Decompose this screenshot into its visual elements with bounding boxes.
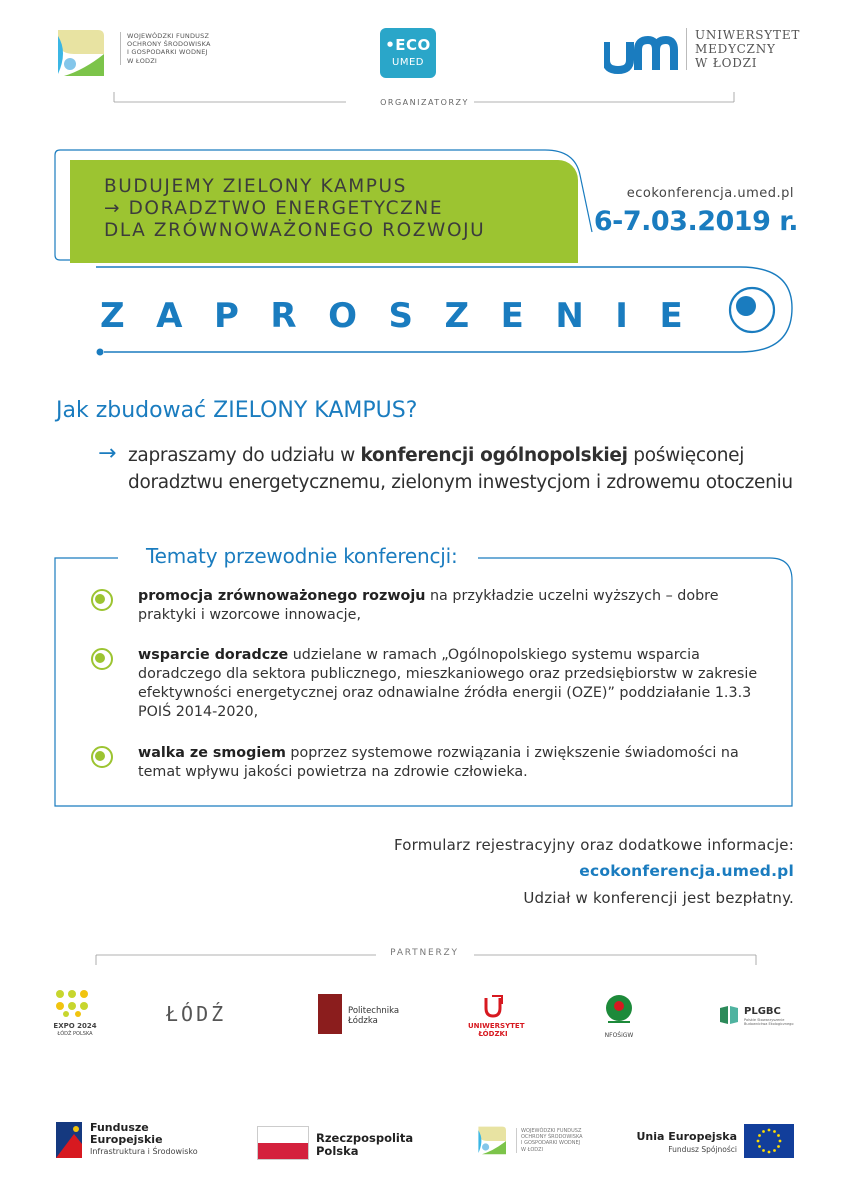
wfosigw-name bbox=[120, 32, 211, 65]
eu-flag-icon bbox=[744, 1124, 794, 1158]
umed-line: MEDYCZNY bbox=[695, 42, 776, 56]
politechnika-logo-icon bbox=[318, 994, 342, 1034]
registration-link[interactable]: ecokonferencja.umed.pl bbox=[579, 862, 794, 880]
plgbc-logo-icon bbox=[718, 1004, 740, 1026]
partner-expo bbox=[52, 988, 98, 1038]
nfosigw-label: NFOŚiGW bbox=[604, 1032, 634, 1039]
wfosigw-line: I GOSPODARKI WODNEJ bbox=[127, 48, 208, 57]
circle-decoration-icon bbox=[726, 284, 778, 336]
bullet-circle-icon bbox=[90, 588, 114, 612]
nfosigw-logo-icon bbox=[598, 994, 640, 1028]
intro-text bbox=[128, 442, 808, 496]
free-participation-text: Udział w konferencji jest bezpłatny. bbox=[523, 889, 794, 907]
wfosigw-footer-name bbox=[516, 1128, 583, 1153]
wf2-line: WOJEWÓDZKI FUNDUSZ bbox=[521, 1128, 582, 1134]
expo-sublabel: ŁÓDŹ POLSKA bbox=[57, 1031, 93, 1037]
fundusze-europejskie-logo-icon bbox=[54, 1120, 84, 1160]
wf2-line: OCHRONY ŚRODOWISKA bbox=[521, 1134, 583, 1141]
wfosigw-footer-logo-icon bbox=[476, 1124, 512, 1158]
topic-bold: walka ze smogiem bbox=[138, 745, 286, 761]
topic-item bbox=[138, 587, 778, 625]
website-header[interactable]: ecokonferencja.umed.pl bbox=[626, 186, 794, 201]
umed-line: UNIWERSYTET bbox=[695, 28, 801, 42]
partner-plgbc bbox=[718, 1004, 798, 1054]
topics-heading: Tematy przewodnie konferencji: bbox=[138, 544, 466, 568]
intro-text-before: zapraszamy do udziału w bbox=[128, 445, 361, 466]
expo-label: EXPO 2024 bbox=[53, 1022, 97, 1030]
plgbc-sublabel: Polskie Stowarzyszenie Budownictwa Ekologicznego bbox=[744, 1018, 794, 1026]
registration-info: Formularz rejestracyjny oraz dodatkowe informacje: bbox=[393, 836, 794, 854]
title-line: BUDUJEMY ZIELONY KAMPUS bbox=[104, 176, 408, 197]
fundusze-europejskie-text bbox=[90, 1122, 198, 1158]
politechnika-name bbox=[348, 1006, 399, 1026]
wf2-line: I GOSPODARKI WODNEJ bbox=[521, 1140, 581, 1147]
wfosigw-logo-icon bbox=[54, 28, 114, 80]
conference-title bbox=[104, 176, 485, 242]
rzeczpospolita-text bbox=[316, 1132, 413, 1158]
expo-logo-icon bbox=[52, 988, 98, 1018]
ul-line: UNIWERSYTET bbox=[468, 1022, 525, 1030]
intro-text-bold: konferencji ogólnopolskiej bbox=[360, 445, 628, 466]
plgbc-label: PLGBC bbox=[744, 1006, 781, 1017]
topic-text: na przykładzie uczelni wyższych – dobre praktyki i wzorcowe innowacje, bbox=[138, 588, 719, 623]
invitation-heading: ZAPROSZENIE bbox=[100, 296, 715, 336]
arrow-icon: → bbox=[98, 441, 117, 466]
wfosigw-line: WOJEWÓDZKI FUNDUSZ bbox=[127, 32, 210, 40]
wf2-line: W ŁODZI bbox=[521, 1146, 544, 1153]
topic-text: poprzez systemowe rozwiązania i zwiększenie świadomości na temat wpływu jakości powietrza na zdrowie człowieka. bbox=[138, 745, 739, 780]
eu-text bbox=[620, 1130, 737, 1156]
politechnika-line: Politechnika bbox=[348, 1006, 400, 1016]
bullet-circle-icon bbox=[90, 745, 114, 769]
eco-umed-logo bbox=[380, 28, 436, 78]
eco-logo-bottom: UMED bbox=[392, 57, 424, 68]
partner-nfosigw bbox=[598, 994, 640, 1044]
politechnika-line: Łódzka bbox=[348, 1016, 378, 1026]
ul-logo-icon bbox=[468, 994, 518, 1018]
eu-sub: Fundusz Spójności bbox=[668, 1145, 737, 1154]
conference-date: 6-7.03.2019 r. bbox=[593, 206, 798, 237]
fe-line: Europejskie bbox=[90, 1133, 163, 1146]
question-heading: Jak zbudować ZIELONY KAMPUS? bbox=[56, 398, 418, 423]
topic-item bbox=[138, 646, 778, 722]
umed-line: W ŁODZI bbox=[695, 56, 758, 70]
partner-ul bbox=[468, 994, 525, 1044]
organizers-label: ORGANIZATORZY bbox=[380, 98, 469, 107]
fe-line: Fundusze bbox=[90, 1121, 149, 1134]
eco-logo-top: •ECO bbox=[385, 36, 431, 54]
partners-label: PARTNERZY bbox=[390, 948, 459, 958]
partner-politechnika bbox=[318, 994, 428, 1044]
partner-lodz bbox=[166, 1002, 236, 1052]
topic-bold: wsparcie doradcze bbox=[138, 647, 289, 663]
rp-line: Polska bbox=[316, 1144, 359, 1158]
title-line: → DORADZTWO ENERGETYCZNE bbox=[104, 198, 444, 219]
intro-text-after: poświęconej doradztwu energetycznemu, zielonym inwestycjom i zdrowemu otoczeniu bbox=[128, 445, 793, 493]
rp-line: Rzeczpospolita bbox=[316, 1131, 414, 1145]
topic-text: udzielane w ramach „Ogólnopolskiego systemu wsparcia doradczego dla sektora publicznego, mieszkaniowego oraz przedsiębiorstw w zakresie efektywności energetycznej oraz odnawialne źródła energii (OZE)” poddziałanie 1.3.3 POIŚ 2014-2020, bbox=[138, 647, 758, 720]
eu-title: Unia Europejska bbox=[636, 1130, 737, 1143]
bullet-circle-icon bbox=[90, 647, 114, 671]
fe-sub: Infrastruktura i Środowisko bbox=[90, 1147, 198, 1156]
ul-line: ŁÓDZKI bbox=[478, 1030, 508, 1038]
topic-item bbox=[138, 744, 778, 782]
poland-flag-icon bbox=[257, 1126, 309, 1160]
topic-bold: promocja zrównoważonego rozwoju bbox=[138, 588, 426, 604]
title-line: DLA ZRÓWNOWAŻONEGO ROZWOJU bbox=[104, 220, 486, 241]
lodz-logo: ŁÓDŹ bbox=[166, 1002, 227, 1026]
umed-name bbox=[686, 28, 800, 70]
umed-logo-icon bbox=[604, 34, 678, 74]
wfosigw-line: W ŁODZI bbox=[127, 56, 158, 65]
wfosigw-line: OCHRONY ŚRODOWISKA bbox=[127, 40, 211, 49]
